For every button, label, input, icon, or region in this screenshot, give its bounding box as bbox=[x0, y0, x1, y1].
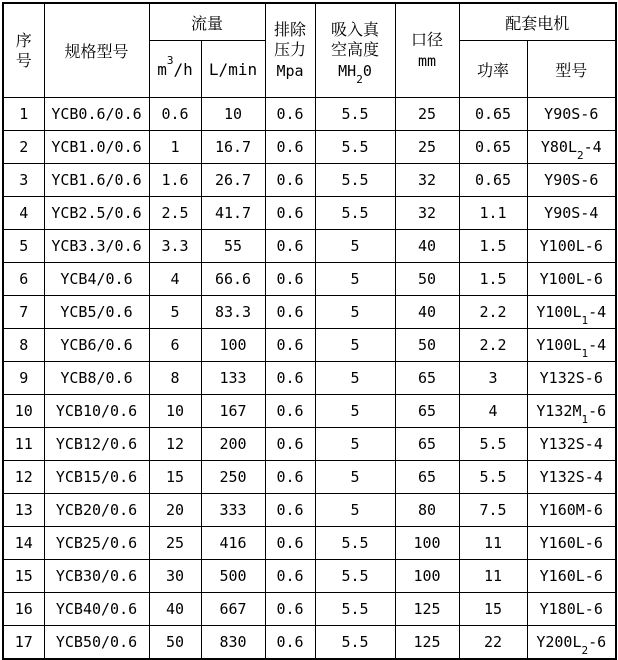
cell-discharge-pressure: 0.6 bbox=[265, 428, 315, 461]
cell-diameter: 100 bbox=[395, 560, 459, 593]
cell-motor-model: $Y80L_2-4$ bbox=[527, 131, 616, 164]
cell-discharge-pressure: 0.6 bbox=[265, 329, 315, 362]
cell-flow-m3h: 4 bbox=[149, 263, 201, 296]
cell-motor-power: 2.2 bbox=[459, 296, 527, 329]
cell-flow-m3h: 6 bbox=[149, 329, 201, 362]
cell-motor-model: Y100L-6 bbox=[527, 263, 616, 296]
cell-motor-model: Y160M-6 bbox=[527, 494, 616, 527]
cell-motor-model: Y100L-6 bbox=[527, 230, 616, 263]
cell-spec-model: YCB5/0.6 bbox=[44, 296, 149, 329]
cell-motor-model: Y180L-6 bbox=[527, 593, 616, 626]
header-flow-m3h-unit: $m^3/h$ bbox=[149, 41, 201, 98]
cell-flow-lmin: 250 bbox=[201, 461, 265, 494]
cell-motor-model: Y132S-6 bbox=[527, 362, 616, 395]
cell-motor-model: $Y100L_1-4$ bbox=[527, 296, 616, 329]
header-discharge-pressure: 排除 压力 Mpa bbox=[265, 3, 315, 98]
cell-suction-vacuum: 5.5 bbox=[315, 560, 395, 593]
cell-flow-lmin: 41.7 bbox=[201, 197, 265, 230]
cell-spec-model: YCB8/0.6 bbox=[44, 362, 149, 395]
cell-flow-m3h: 3.3 bbox=[149, 230, 201, 263]
cell-spec-model: YCB50/0.6 bbox=[44, 626, 149, 660]
cell-spec-model: YCB40/0.6 bbox=[44, 593, 149, 626]
cell-spec-model: YCB6/0.6 bbox=[44, 329, 149, 362]
cell-motor-power: 0.65 bbox=[459, 131, 527, 164]
cell-spec-model: YCB10/0.6 bbox=[44, 395, 149, 428]
cell-flow-lmin: 500 bbox=[201, 560, 265, 593]
table-row bbox=[3, 131, 616, 164]
cell-discharge-pressure: 0.6 bbox=[265, 593, 315, 626]
cell-spec-model: YCB12/0.6 bbox=[44, 428, 149, 461]
table-row bbox=[3, 428, 616, 461]
cell-motor-power: 11 bbox=[459, 527, 527, 560]
cell-spec-model: YCB2.5/0.6 bbox=[44, 197, 149, 230]
table-row bbox=[3, 593, 616, 626]
cell-discharge-pressure: 0.6 bbox=[265, 494, 315, 527]
cell-serial: 1 bbox=[3, 98, 44, 131]
cell-flow-lmin: 16.7 bbox=[201, 131, 265, 164]
cell-flow-m3h: 10 bbox=[149, 395, 201, 428]
cell-discharge-pressure: 0.6 bbox=[265, 263, 315, 296]
table-row bbox=[3, 626, 616, 660]
cell-motor-power: 1.1 bbox=[459, 197, 527, 230]
cell-serial: 10 bbox=[3, 395, 44, 428]
cell-diameter: 125 bbox=[395, 593, 459, 626]
cell-discharge-pressure: 0.6 bbox=[265, 230, 315, 263]
cell-motor-power: 11 bbox=[459, 560, 527, 593]
cell-flow-m3h: 20 bbox=[149, 494, 201, 527]
table-row bbox=[3, 362, 616, 395]
cell-serial: 11 bbox=[3, 428, 44, 461]
cell-spec-model: YCB30/0.6 bbox=[44, 560, 149, 593]
cell-serial: 3 bbox=[3, 164, 44, 197]
cell-motor-model: $Y200L_2-6$ bbox=[527, 626, 616, 660]
cell-discharge-pressure: 0.6 bbox=[265, 296, 315, 329]
cell-motor-power: 0.65 bbox=[459, 98, 527, 131]
cell-serial: 6 bbox=[3, 263, 44, 296]
cell-suction-vacuum: 5.5 bbox=[315, 593, 395, 626]
cell-discharge-pressure: 0.6 bbox=[265, 98, 315, 131]
cell-discharge-pressure: 0.6 bbox=[265, 197, 315, 230]
cell-flow-m3h: 40 bbox=[149, 593, 201, 626]
cell-motor-power: 1.5 bbox=[459, 230, 527, 263]
cell-suction-vacuum: 5 bbox=[315, 263, 395, 296]
cell-motor-model: Y132S-4 bbox=[527, 461, 616, 494]
cell-flow-lmin: 55 bbox=[201, 230, 265, 263]
table-row bbox=[3, 197, 616, 230]
cell-motor-model: Y160L-6 bbox=[527, 560, 616, 593]
cell-suction-vacuum: 5 bbox=[315, 296, 395, 329]
cell-diameter: 32 bbox=[395, 164, 459, 197]
table-row bbox=[3, 230, 616, 263]
cell-flow-m3h: 1.6 bbox=[149, 164, 201, 197]
cell-motor-power: 5.5 bbox=[459, 461, 527, 494]
table-row bbox=[3, 329, 616, 362]
cell-flow-lmin: 416 bbox=[201, 527, 265, 560]
cell-serial: 13 bbox=[3, 494, 44, 527]
cell-motor-power: 3 bbox=[459, 362, 527, 395]
cell-motor-model: Y90S-6 bbox=[527, 164, 616, 197]
cell-flow-lmin: 66.6 bbox=[201, 263, 265, 296]
cell-motor-power: 4 bbox=[459, 395, 527, 428]
header-matching-motor: 配套电机 bbox=[459, 3, 616, 41]
cell-suction-vacuum: 5 bbox=[315, 329, 395, 362]
cell-flow-lmin: 333 bbox=[201, 494, 265, 527]
cell-spec-model: YCB15/0.6 bbox=[44, 461, 149, 494]
cell-diameter: 65 bbox=[395, 461, 459, 494]
header-motor-model: 型号 bbox=[527, 41, 616, 98]
cell-diameter: 25 bbox=[395, 98, 459, 131]
header-spec-model: 规格型号 bbox=[44, 3, 149, 98]
cell-serial: 4 bbox=[3, 197, 44, 230]
cell-motor-power: 1.5 bbox=[459, 263, 527, 296]
cell-diameter: 125 bbox=[395, 626, 459, 660]
cell-flow-lmin: 830 bbox=[201, 626, 265, 660]
cell-discharge-pressure: 0.6 bbox=[265, 626, 315, 660]
cell-serial: 5 bbox=[3, 230, 44, 263]
cell-serial: 15 bbox=[3, 560, 44, 593]
cell-flow-m3h: 5 bbox=[149, 296, 201, 329]
cell-spec-model: YCB4/0.6 bbox=[44, 263, 149, 296]
table-row bbox=[3, 461, 616, 494]
header-motor-power: 功率 bbox=[459, 41, 527, 98]
cell-flow-m3h: 8 bbox=[149, 362, 201, 395]
cell-discharge-pressure: 0.6 bbox=[265, 131, 315, 164]
cell-flow-m3h: 15 bbox=[149, 461, 201, 494]
cell-spec-model: YCB0.6/0.6 bbox=[44, 98, 149, 131]
cell-spec-model: YCB3.3/0.6 bbox=[44, 230, 149, 263]
pump-spec-table bbox=[2, 2, 617, 660]
cell-flow-lmin: 83.3 bbox=[201, 296, 265, 329]
cell-flow-m3h: 2.5 bbox=[149, 197, 201, 230]
table-row bbox=[3, 395, 616, 428]
cell-diameter: 80 bbox=[395, 494, 459, 527]
cell-motor-model: Y90S-6 bbox=[527, 98, 616, 131]
cell-spec-model: YCB20/0.6 bbox=[44, 494, 149, 527]
cell-serial: 9 bbox=[3, 362, 44, 395]
table-row bbox=[3, 527, 616, 560]
cell-suction-vacuum: 5.5 bbox=[315, 527, 395, 560]
cell-serial: 2 bbox=[3, 131, 44, 164]
cell-serial: 7 bbox=[3, 296, 44, 329]
cell-diameter: 32 bbox=[395, 197, 459, 230]
cell-motor-model: Y160L-6 bbox=[527, 527, 616, 560]
cell-diameter: 100 bbox=[395, 527, 459, 560]
cell-spec-model: YCB1.6/0.6 bbox=[44, 164, 149, 197]
cell-suction-vacuum: 5.5 bbox=[315, 626, 395, 660]
cell-motor-model: $Y100L_1-4$ bbox=[527, 329, 616, 362]
cell-serial: 12 bbox=[3, 461, 44, 494]
cell-diameter: 40 bbox=[395, 296, 459, 329]
table-row bbox=[3, 263, 616, 296]
cell-diameter: 65 bbox=[395, 362, 459, 395]
cell-flow-lmin: 200 bbox=[201, 428, 265, 461]
cell-flow-m3h: 25 bbox=[149, 527, 201, 560]
cell-motor-model: Y132S-4 bbox=[527, 428, 616, 461]
table-row bbox=[3, 164, 616, 197]
cell-diameter: 65 bbox=[395, 395, 459, 428]
cell-flow-m3h: 0.6 bbox=[149, 98, 201, 131]
cell-suction-vacuum: 5 bbox=[315, 395, 395, 428]
cell-discharge-pressure: 0.6 bbox=[265, 560, 315, 593]
header-diameter: 口径 mm bbox=[395, 3, 459, 98]
header-serial-number: 序 号 bbox=[3, 3, 44, 98]
cell-flow-lmin: 133 bbox=[201, 362, 265, 395]
table-row bbox=[3, 98, 616, 131]
cell-serial: 16 bbox=[3, 593, 44, 626]
cell-motor-power: 7.5 bbox=[459, 494, 527, 527]
table-row bbox=[3, 560, 616, 593]
cell-suction-vacuum: 5 bbox=[315, 230, 395, 263]
table-row bbox=[3, 296, 616, 329]
cell-suction-vacuum: 5.5 bbox=[315, 197, 395, 230]
cell-motor-power: 2.2 bbox=[459, 329, 527, 362]
cell-serial: 17 bbox=[3, 626, 44, 660]
cell-suction-vacuum: 5 bbox=[315, 494, 395, 527]
cell-suction-vacuum: 5.5 bbox=[315, 131, 395, 164]
cell-motor-power: 5.5 bbox=[459, 428, 527, 461]
cell-flow-lmin: 10 bbox=[201, 98, 265, 131]
table-row bbox=[3, 494, 616, 527]
cell-diameter: 50 bbox=[395, 329, 459, 362]
cell-serial: 8 bbox=[3, 329, 44, 362]
cell-flow-lmin: 667 bbox=[201, 593, 265, 626]
cell-motor-power: 22 bbox=[459, 626, 527, 660]
cell-flow-lmin: 26.7 bbox=[201, 164, 265, 197]
cell-spec-model: YCB1.0/0.6 bbox=[44, 131, 149, 164]
cell-suction-vacuum: 5 bbox=[315, 428, 395, 461]
cell-motor-model: Y90S-4 bbox=[527, 197, 616, 230]
cell-flow-lmin: 100 bbox=[201, 329, 265, 362]
cell-diameter: 25 bbox=[395, 131, 459, 164]
cell-suction-vacuum: 5 bbox=[315, 461, 395, 494]
cell-motor-model: $Y132M_1-6$ bbox=[527, 395, 616, 428]
cell-discharge-pressure: 0.6 bbox=[265, 461, 315, 494]
cell-flow-lmin: 167 bbox=[201, 395, 265, 428]
header-suction-vacuum-height: 吸入真 空高度 $MH_20$ bbox=[315, 3, 395, 98]
cell-diameter: 65 bbox=[395, 428, 459, 461]
cell-discharge-pressure: 0.6 bbox=[265, 164, 315, 197]
table-body bbox=[3, 98, 616, 660]
cell-discharge-pressure: 0.6 bbox=[265, 362, 315, 395]
cell-discharge-pressure: 0.6 bbox=[265, 527, 315, 560]
cell-suction-vacuum: 5.5 bbox=[315, 98, 395, 131]
cell-suction-vacuum: 5 bbox=[315, 362, 395, 395]
cell-flow-m3h: 50 bbox=[149, 626, 201, 660]
header-flow-rate: 流量 bbox=[149, 3, 265, 41]
cell-motor-power: 0.65 bbox=[459, 164, 527, 197]
header-flow-lmin-unit: L/min bbox=[201, 41, 265, 98]
cell-diameter: 40 bbox=[395, 230, 459, 263]
cell-diameter: 50 bbox=[395, 263, 459, 296]
cell-spec-model: YCB25/0.6 bbox=[44, 527, 149, 560]
cell-flow-m3h: 30 bbox=[149, 560, 201, 593]
cell-discharge-pressure: 0.6 bbox=[265, 395, 315, 428]
cell-flow-m3h: 12 bbox=[149, 428, 201, 461]
cell-suction-vacuum: 5.5 bbox=[315, 164, 395, 197]
cell-flow-m3h: 1 bbox=[149, 131, 201, 164]
cell-serial: 14 bbox=[3, 527, 44, 560]
cell-motor-power: 15 bbox=[459, 593, 527, 626]
